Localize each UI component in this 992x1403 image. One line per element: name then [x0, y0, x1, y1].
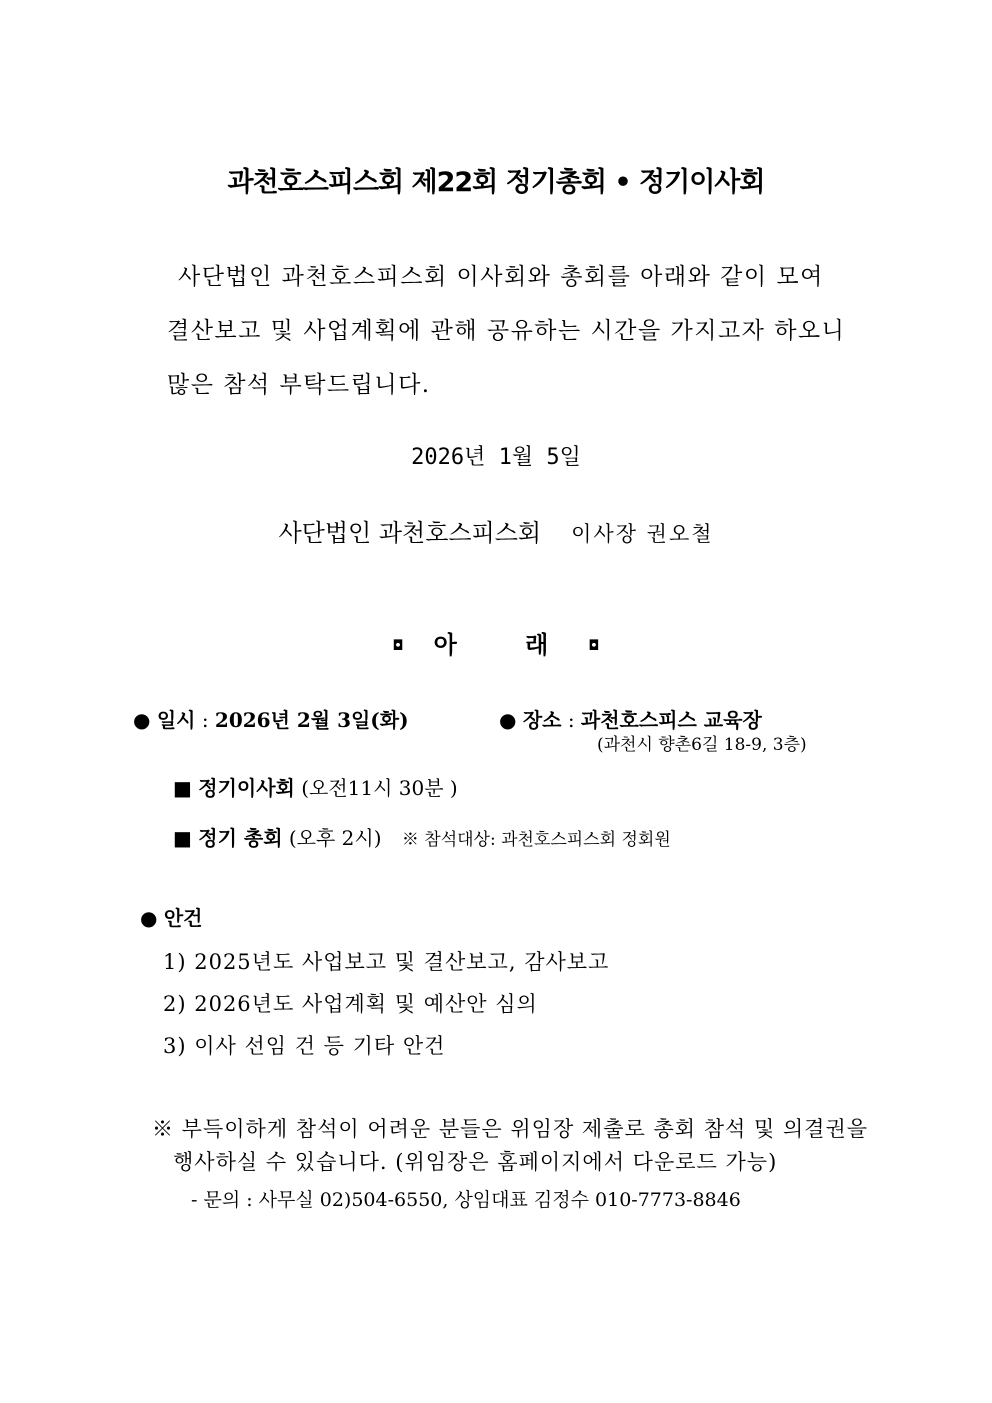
- signer-org: 사단법인 과천호스피스회: [278, 519, 542, 547]
- agenda-item: 3) 이사 선임 건 등 기타 안건: [163, 1034, 446, 1058]
- bullet-icon: ●: [499, 708, 517, 732]
- contact-info: - 문의 : 사무실 02)504-6550, 상임대표 김정수 010-7773-8846: [191, 1189, 741, 1211]
- when-row: ● 일시 : 2026년 2월 3일(화): [133, 708, 409, 732]
- section-right-symbol: ◘: [588, 638, 600, 654]
- where-row: ● 장소 : 과천호스피스 교육장: [499, 708, 762, 732]
- signer: [0, 513, 992, 548]
- intro-line-2: 결산보고 및 사업계획에 관해 공유하는 시간을 가지고자 하오니: [167, 318, 846, 344]
- when-label: 일시: [156, 708, 196, 732]
- signer-role: 이사장 권오철: [571, 522, 714, 546]
- agenda-heading-row: [140, 902, 202, 931]
- general-meeting-time: (오후 2시): [288, 826, 382, 850]
- proxy-note-line-2: 행사하실 수 있습니다. (위임장은 홈페이지에서 다운로드 가능): [173, 1150, 778, 1174]
- agenda-item: 2) 2026년도 사업계획 및 예산안 심의: [163, 992, 538, 1016]
- section-header: [0, 625, 992, 660]
- bullet-icon: ●: [140, 906, 158, 930]
- board-meeting-time: (오전11시 30분 ): [301, 776, 458, 800]
- general-meeting-row: [173, 822, 671, 851]
- intro-line-1: 사단법인 과천호스피스회 이사회와 총회를 아래와 같이 모여: [178, 264, 824, 290]
- board-meeting-label: 정기이사회: [198, 776, 295, 800]
- page-title: 과천호스피스회 제22회 정기총회 • 정기이사회: [227, 167, 765, 198]
- attendees-note: ※ 참석대상: 과천호스피스회 정회원: [401, 830, 671, 850]
- square-icon: ■: [173, 776, 192, 800]
- square-icon: ■: [173, 826, 192, 850]
- section-left-symbol: ◘: [392, 638, 404, 654]
- agenda-heading: 안건: [163, 906, 203, 930]
- intro-line-3: 많은 참석 부탁드립니다.: [167, 372, 431, 398]
- proxy-note-line-1: ※ 부득이하게 참석이 어려운 분들은 위임장 제출로 총회 참석 및 의결권을: [152, 1117, 869, 1141]
- board-meeting-row: [173, 772, 458, 801]
- section-header-text: 아 래: [433, 630, 579, 659]
- general-meeting-label: 정기 총회: [198, 826, 283, 850]
- where-value: 과천호스피스 교육장: [580, 708, 762, 732]
- where-label: 장소: [522, 708, 562, 732]
- bullet-icon: ●: [133, 708, 151, 732]
- agenda-item: 1) 2025년도 사업보고 및 결산보고, 감사보고: [163, 950, 610, 974]
- when-value: 2026년 2월 3일(화): [214, 708, 409, 732]
- where-address: (과천시 향촌6길 18-9, 3층): [597, 735, 807, 755]
- notice-date: 2026년 1월 5일: [411, 445, 581, 470]
